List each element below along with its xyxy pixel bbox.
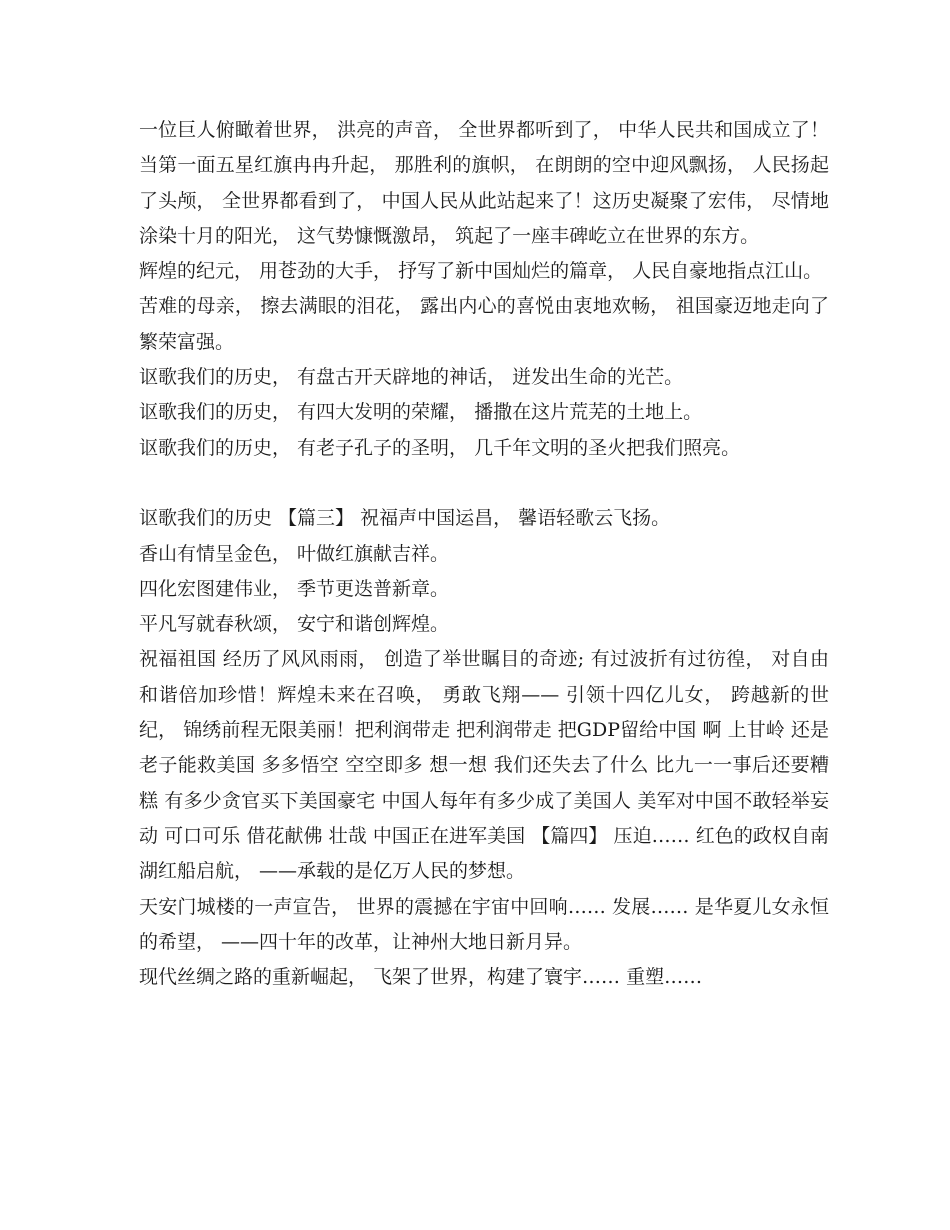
paragraph-3: 苦难的母亲， 擦去满眼的泪花， 露出内心的喜悦由衷地欢畅， 祖国豪迈地走向了繁荣富强。	[139, 295, 829, 353]
document-body	[139, 113, 829, 995]
paragraph-1: 一位巨人俯瞰着世界， 洪亮的声音， 全世界都听到了， 中华人民共和国成立了！当第一面五星红旗冉冉升起， 那胜利的旗帜， 在朗朗的空中迎风飘扬， 人民扬起了头颅， 全世界都看到了， 中国人民从此站起来了！这历史凝聚了宏伟， 尽情地涂染十月的阳光， 这气势慷慨激昂， 筑起了一座丰碑屹立在世界的东方。	[139, 119, 829, 247]
paragraph-2: 辉煌的纪元， 用苍劲的大手， 抒写了新中国灿烂的篇章， 人民自豪地指点江山。	[139, 260, 823, 283]
poem-line-1: 香山有情呈金色， 叶做红旗献吉祥。	[139, 542, 450, 565]
paragraph-8: 天安门城楼的一声宣告， 世界的震撼在宇宙中回响…… 发展…… 是华夏儿女永恒的希望， ——四十年的改革，让神州大地日新月异。	[139, 895, 829, 953]
paragraph-4: 讴歌我们的历史， 有盘古开天辟地的神话， 迸发出生命的光芒。	[139, 366, 684, 389]
paragraph-6: 讴歌我们的历史， 有老子孔子的圣明， 几千年文明的圣火把我们照亮。	[139, 436, 741, 459]
poem-line-3: 平凡写就春秋颂， 安宁和谐创辉煌。	[139, 613, 450, 636]
poem-line-2: 四化宏图建伟业， 季节更迭普新章。	[139, 577, 450, 600]
paragraph-7: 祝福祖国 经历了风风雨雨， 创造了举世瞩目的奇迹; 有过波折有过彷徨， 对自由和谐倍加珍惜！辉煌未来在召唤， 勇敢飞翔—— 引领十四亿儿女， 跨越新的世纪， 锦绣前程无限美丽！把利润带走 把利润带走 把GDP留给中国 啊 上甘岭 还是老子能救美国 多多悟空 空空即多 想一想 我们还失去了什么 比九一一事后还要糟糕 有多少贪官买下美国豪宅 中国人每年有多少成了美国人 美军对中国不敢轻举妄动 可口可乐 借花献佛 壮哉 中国正在进军美国 【篇四】 压迫…… 红色的政权自南湖红船启航， ——承载的是亿万人民的梦想。	[139, 648, 829, 883]
paragraph-5: 讴歌我们的历史， 有四大发明的荣耀， 播撒在这片荒芜的土地上。	[139, 401, 703, 424]
paragraph-9: 现代丝绸之路的重新崛起， 飞架了世界，构建了寰宇…… 重塑……	[139, 966, 703, 989]
paragraph-gap	[139, 466, 829, 501]
section-heading-line: 讴歌我们的历史 【篇三】 祝福声中国运昌， 馨语轻歌云飞扬。	[139, 507, 671, 530]
